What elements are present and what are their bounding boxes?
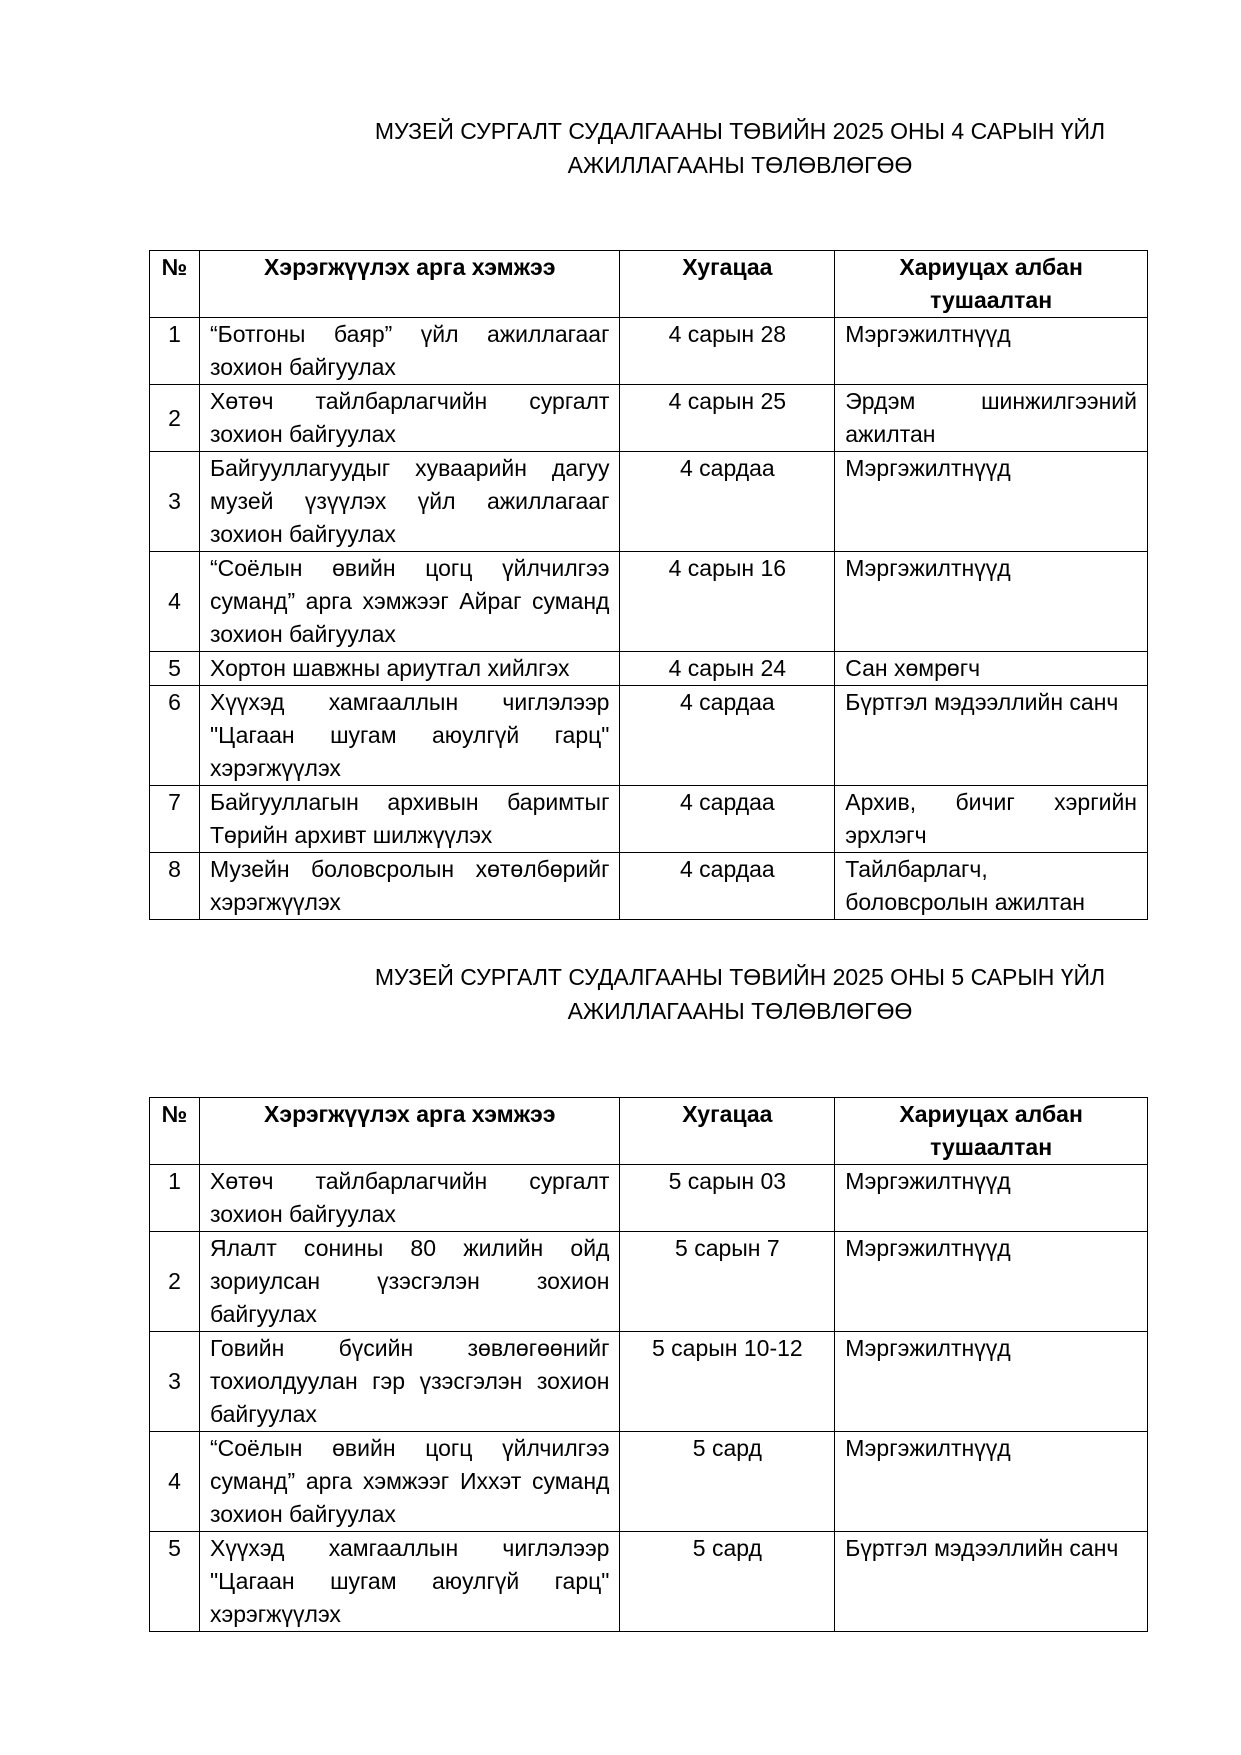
row-responsible: Мэргэжилтнүүд	[835, 1432, 1148, 1532]
row-duration: 4 сардаа	[620, 786, 835, 853]
april-title-line2: АЖИЛЛАГААНЫ ТӨЛӨВЛӨГӨӨ	[567, 152, 913, 178]
row-number: 3	[150, 452, 200, 552]
table-row	[150, 318, 1148, 385]
row-duration: 4 сардаа	[620, 686, 835, 786]
table-row	[150, 1432, 1148, 1532]
row-duration: 5 сарын 7	[620, 1232, 835, 1332]
row-duration: 4 сарын 25	[620, 385, 835, 452]
row-activity: “Соёлын өвийн цогц үйлчилгээ суманд” арга хэмжээг Айраг суманд зохион байгуулах	[199, 552, 620, 652]
row-duration: 4 сарын 28	[620, 318, 835, 385]
row-responsible: Бүртгэл мэдээллийн санч	[835, 1532, 1148, 1632]
row-activity: “Ботгоны баяр” үйл ажиллагааг зохион байгуулах	[199, 318, 620, 385]
row-duration: 4 сардаа	[620, 853, 835, 920]
row-duration: 4 сарын 24	[620, 652, 835, 686]
header-duration: Хугацаа	[620, 251, 835, 318]
table-header-row	[150, 251, 1148, 318]
table-row	[150, 1532, 1148, 1632]
row-responsible: Бүртгэл мэдээллийн санч	[835, 686, 1148, 786]
header-number: №	[150, 251, 200, 318]
row-number: 3	[150, 1332, 200, 1432]
table-row	[150, 1165, 1148, 1232]
row-activity: Хүүхэд хамгааллын чиглэлээр "Цагаан шугам аюулгүй гарц" хэрэгжүүлэх	[199, 686, 620, 786]
row-responsible: Эрдэм шинжилгээний ажилтан	[835, 385, 1148, 452]
row-activity: Хөтөч тайлбарлагчийн сургалт зохион байгуулах	[199, 1165, 620, 1232]
row-duration: 5 сарын 10-12	[620, 1332, 835, 1432]
row-number: 5	[150, 1532, 200, 1632]
table-row	[150, 452, 1148, 552]
header-responsible: Хариуцах албан тушаалтан	[835, 251, 1148, 318]
header-activity: Хэрэгжүүлэх арга хэмжээ	[199, 251, 620, 318]
table-row	[150, 652, 1148, 686]
header-activity: Хэрэгжүүлэх арга хэмжээ	[199, 1098, 620, 1165]
row-activity: Говийн бүсийн зөвлөгөөнийг тохиолдуулан гэр үзэсгэлэн зохион байгуулах	[199, 1332, 620, 1432]
row-number: 2	[150, 1232, 200, 1332]
row-activity: “Соёлын өвийн цогц үйлчилгээ суманд” арга хэмжээг Иххэт суманд зохион байгуулах	[199, 1432, 620, 1532]
row-number: 2	[150, 385, 200, 452]
row-number: 4	[150, 1432, 200, 1532]
table-row	[150, 1332, 1148, 1432]
row-duration: 5 сард	[620, 1532, 835, 1632]
row-number: 6	[150, 686, 200, 786]
april-plan-table	[149, 250, 1148, 920]
table-header-row	[150, 1098, 1148, 1165]
row-activity: Байгууллагуудыг хуваарийн дагуу музей үзүүлэх үйл ажиллагааг зохион байгуулах	[199, 452, 620, 552]
row-activity: Музейн боловсролын хөтөлбөрийг хэрэгжүүлэх	[199, 853, 620, 920]
header-responsible: Хариуцах албан тушаалтан	[835, 1098, 1148, 1165]
table-row	[150, 385, 1148, 452]
row-responsible: Архив, бичиг хэргийн эрхлэгч	[835, 786, 1148, 853]
row-activity: Байгууллагын архивын баримтыг Төрийн архивт шилжүүлэх	[199, 786, 620, 853]
row-responsible: Мэргэжилтнүүд	[835, 1232, 1148, 1332]
row-activity: Ялалт сонины 80 жилийн ойд зориулсан үзэсгэлэн зохион байгуулах	[199, 1232, 620, 1332]
row-responsible: Мэргэжилтнүүд	[835, 452, 1148, 552]
table-row	[150, 1232, 1148, 1332]
table-row	[150, 853, 1148, 920]
table-row	[150, 686, 1148, 786]
table-row	[150, 552, 1148, 652]
row-responsible: Тайлбарлагч, боловсролын ажилтан	[835, 853, 1148, 920]
row-duration: 5 сарын 03	[620, 1165, 835, 1232]
row-duration: 5 сард	[620, 1432, 835, 1532]
table-row	[150, 786, 1148, 853]
row-responsible: Мэргэжилтнүүд	[835, 318, 1148, 385]
header-number: №	[150, 1098, 200, 1165]
row-number: 7	[150, 786, 200, 853]
row-number: 4	[150, 552, 200, 652]
row-number: 8	[150, 853, 200, 920]
april-plan-title	[340, 114, 1140, 182]
row-number: 5	[150, 652, 200, 686]
row-responsible: Мэргэжилтнүүд	[835, 552, 1148, 652]
april-title-line1: МУЗЕЙ СУРГАЛТ СУДАЛГААНЫ ТӨВИЙН 2025 ОНЫ 4 САРЫН ҮЙЛ	[374, 118, 1106, 144]
row-activity: Хортон шавжны ариутгал хийлгэх	[199, 652, 620, 686]
header-duration: Хугацаа	[620, 1098, 835, 1165]
row-responsible: Мэргэжилтнүүд	[835, 1332, 1148, 1432]
row-responsible: Мэргэжилтнүүд	[835, 1165, 1148, 1232]
row-responsible: Сан хөмрөгч	[835, 652, 1148, 686]
row-activity: Хүүхэд хамгааллын чиглэлээр "Цагаан шугам аюулгүй гарц" хэрэгжүүлэх	[199, 1532, 620, 1632]
row-number: 1	[150, 1165, 200, 1232]
may-plan-title	[340, 960, 1140, 1028]
may-plan-table	[149, 1097, 1148, 1632]
row-number: 1	[150, 318, 200, 385]
may-title-line2: АЖИЛЛАГААНЫ ТӨЛӨВЛӨГӨӨ	[567, 998, 913, 1024]
may-title-line1: МУЗЕЙ СУРГАЛТ СУДАЛГААНЫ ТӨВИЙН 2025 ОНЫ 5 САРЫН ҮЙЛ	[374, 964, 1106, 990]
row-duration: 4 сарын 16	[620, 552, 835, 652]
row-duration: 4 сардаа	[620, 452, 835, 552]
row-activity: Хөтөч тайлбарлагчийн сургалт зохион байгуулах	[199, 385, 620, 452]
